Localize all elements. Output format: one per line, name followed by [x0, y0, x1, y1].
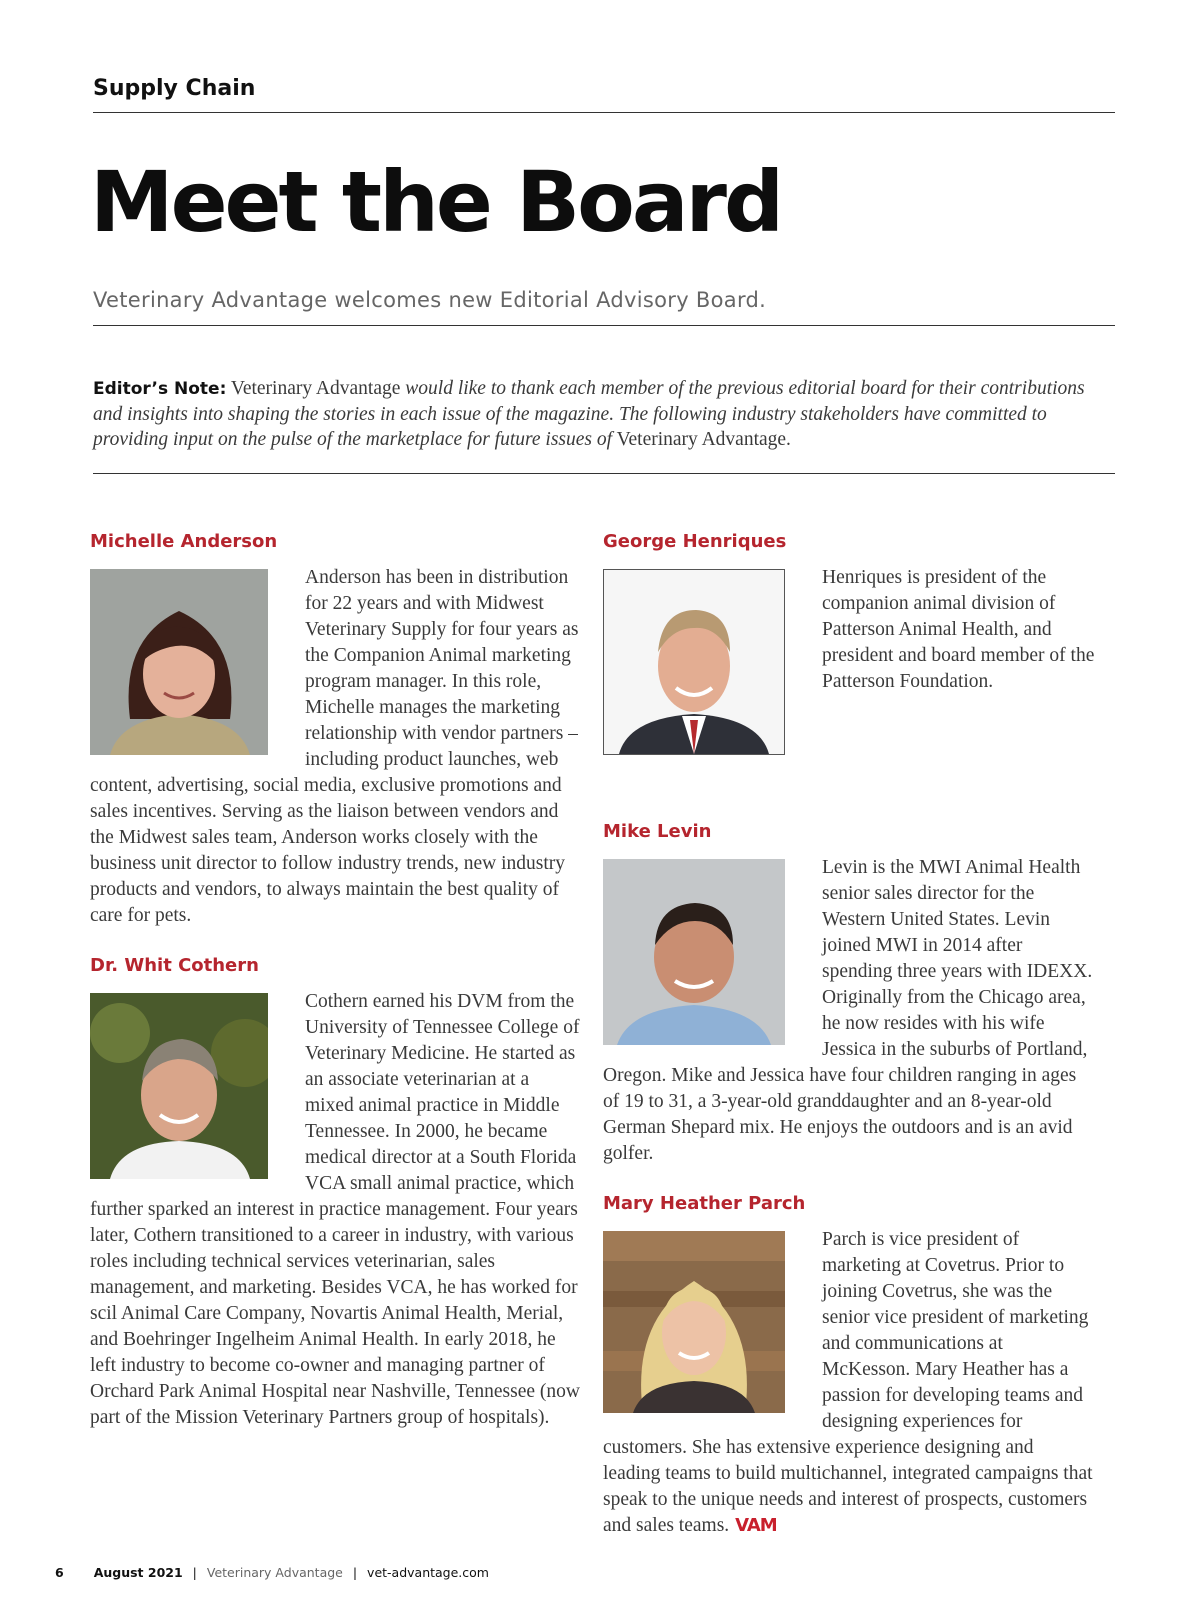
right-column	[603, 531, 1095, 1565]
section-label: Supply Chain	[93, 76, 256, 101]
profile-name: George Henriques	[603, 531, 787, 552]
website-link[interactable]: vet-advantage.com	[367, 1565, 489, 1580]
profile-card	[90, 955, 582, 1431]
footer-separator: |	[352, 1565, 358, 1580]
page-title: Meet the Board	[90, 153, 782, 251]
portrait-image	[603, 859, 785, 1045]
vam-logo: VAM	[735, 1515, 777, 1536]
magazine-name: Veterinary Advantage	[206, 1565, 343, 1580]
profile-bio: Parch is vice president of marketing at Covetrus. Prior to joining Covetrus, she was the senior vice president of marketing and communications at McKesson. Mary Heather has a passion for developing teams and designing experiences for customers. She has extensive experience designing and leading teams to build multichannel, integrated campaigns that speak to the unique needs and interest of prospects, customers and sales teams. VAM	[603, 1227, 1095, 1539]
profile-name: Michelle Anderson	[90, 531, 278, 552]
portrait-image	[603, 1231, 785, 1413]
profile-bio: Anderson has been in distribution for 22 years and with Midwest Veterinary Supply for four years as the Companion Animal marketing program manager. In this role, Michelle manages the marketing relationship with vendor partners – including product launches, web content, advertising, social media, exclusive promotions and sales incentives. Serving as the liaison between vendors and the Midwest sales team, Anderson works closely with the business unit director to follow industry trends, new industry products and vendors, to always maintain the best quality of care for pets.	[90, 567, 579, 926]
profile-name: Mike Levin	[603, 821, 712, 842]
note-rule	[93, 473, 1115, 474]
profile-bio: Cothern earned his DVM from the University of Tennessee College of Veterinary Medicine. He started as an associate veterinarian at a mixed animal practice in Middle Tennessee. In 2000, he became medical director at a South Florida VCA small animal practice, which further sparked an interest in practice management. Four years later, Cothern transitioned to a career in industry, with various roles including technical services veterinarian, sales management, and marketing. Besides VCA, he has worked for scil Animal Care Company, Novartis Animal Health, Merial, and Boehringer Ingelheim Animal Health. In early 2018, he left industry to become co-owner and managing partner of Orchard Park Animal Hospital near Nashville, Tennessee (now part of the Mission Veterinary Partners group of hospitals).	[90, 991, 580, 1428]
profile-bio: Henriques is president of the companion animal division of Patterson Animal Health, and president and board member of the Patterson Foundation.	[603, 565, 1095, 795]
profile-photo	[603, 569, 785, 755]
left-column	[90, 531, 582, 1457]
page-footer	[55, 1565, 489, 1580]
page-subtitle: Veterinary Advantage welcomes new Editorial Advisory Board.	[93, 288, 767, 312]
editors-note-pub: Veterinary Advantage	[230, 378, 401, 399]
issue-date: August 2021	[93, 1565, 183, 1580]
editors-note-label: Editor’s Note:	[93, 379, 227, 399]
profile-photo	[603, 1231, 785, 1417]
subtitle-rule	[93, 325, 1115, 326]
profile-card	[603, 1193, 1095, 1539]
profile-card	[603, 821, 1095, 1167]
editors-note-body: would like to thank each member of the previous editorial board for their contributions and insights into shaping the stories in each issue of the magazine. The following industry stakeholders have committed to providing input on the pulse of the marketplace for future issues of	[93, 378, 1085, 450]
profile-photo	[90, 993, 268, 1179]
page-number: 6	[55, 1565, 64, 1580]
profile-photo	[603, 859, 785, 1045]
portrait-image	[90, 569, 268, 755]
profile-photo	[90, 569, 268, 755]
profile-name: Dr. Whit Cothern	[90, 955, 259, 976]
profile-card	[603, 531, 1095, 795]
header-rule	[93, 112, 1115, 113]
portrait-image	[90, 993, 268, 1179]
footer-separator: |	[192, 1565, 197, 1580]
profile-name: Mary Heather Parch	[603, 1193, 806, 1214]
profile-card	[90, 531, 582, 929]
editors-note	[93, 376, 1118, 452]
editors-note-pub-end: Veterinary Advantage.	[616, 429, 791, 450]
portrait-image	[604, 570, 784, 754]
profile-bio: Levin is the MWI Animal Health senior sales director for the Western United States. Levin joined MWI in 2014 after spending three years with IDEXX. Originally from the Chicago area, he now resides with his wife Jessica in the suburbs of Portland, Oregon. Mike and Jessica have four children ranging in ages of 19 to 31, a 3-year-old granddaughter and an 8-year-old German Shepard mix. He enjoys the outdoors and is an avid golfer.	[603, 857, 1093, 1164]
